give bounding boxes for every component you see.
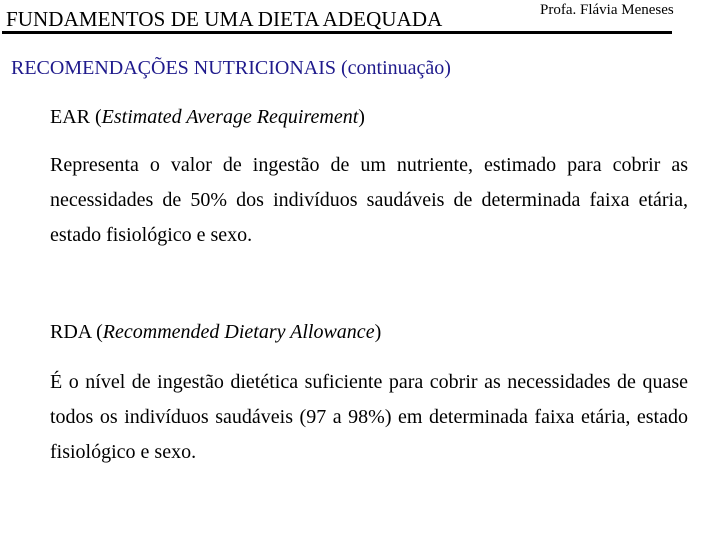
rda-expansion: Recommended Dietary Allowance — [102, 321, 375, 343]
header-author: Profa. Flávia Meneses — [540, 2, 674, 18]
rda-definition: É o nível de ingestão dietética suficiente para cobrir as necessidades de quase todos os indivíduos saudáveis (97 a 98%) em determinada faixa etária, estado fisiológico e sexo. — [50, 371, 688, 463]
rda-close-paren: ) — [374, 321, 382, 343]
ear-abbreviation: EAR — [50, 106, 90, 128]
section-title — [11, 56, 451, 80]
ear-heading — [50, 105, 365, 129]
rda-heading — [50, 320, 381, 344]
section-title-main: RECOMENDAÇÕES NUTRICIONAIS — [11, 57, 337, 79]
rda-abbreviation: RDA — [50, 321, 92, 343]
ear-open-paren: ( — [95, 106, 102, 128]
rda-open-paren: ( — [96, 321, 103, 343]
header-divider — [2, 31, 672, 34]
section-title-suffix: (continuação) — [341, 57, 451, 79]
header-title: FUNDAMENTOS DE UMA DIETA ADEQUADA — [6, 7, 443, 31]
ear-close-paren: ) — [358, 106, 365, 128]
ear-definition: Representa o valor de ingestão de um nutriente, estimado para cobrir as necessidades de 50% dos indivíduos saudáveis de determinada faixa etária, estado fisiológico e sexo. — [50, 154, 688, 246]
ear-expansion: Estimated Average Requirement — [101, 106, 359, 128]
